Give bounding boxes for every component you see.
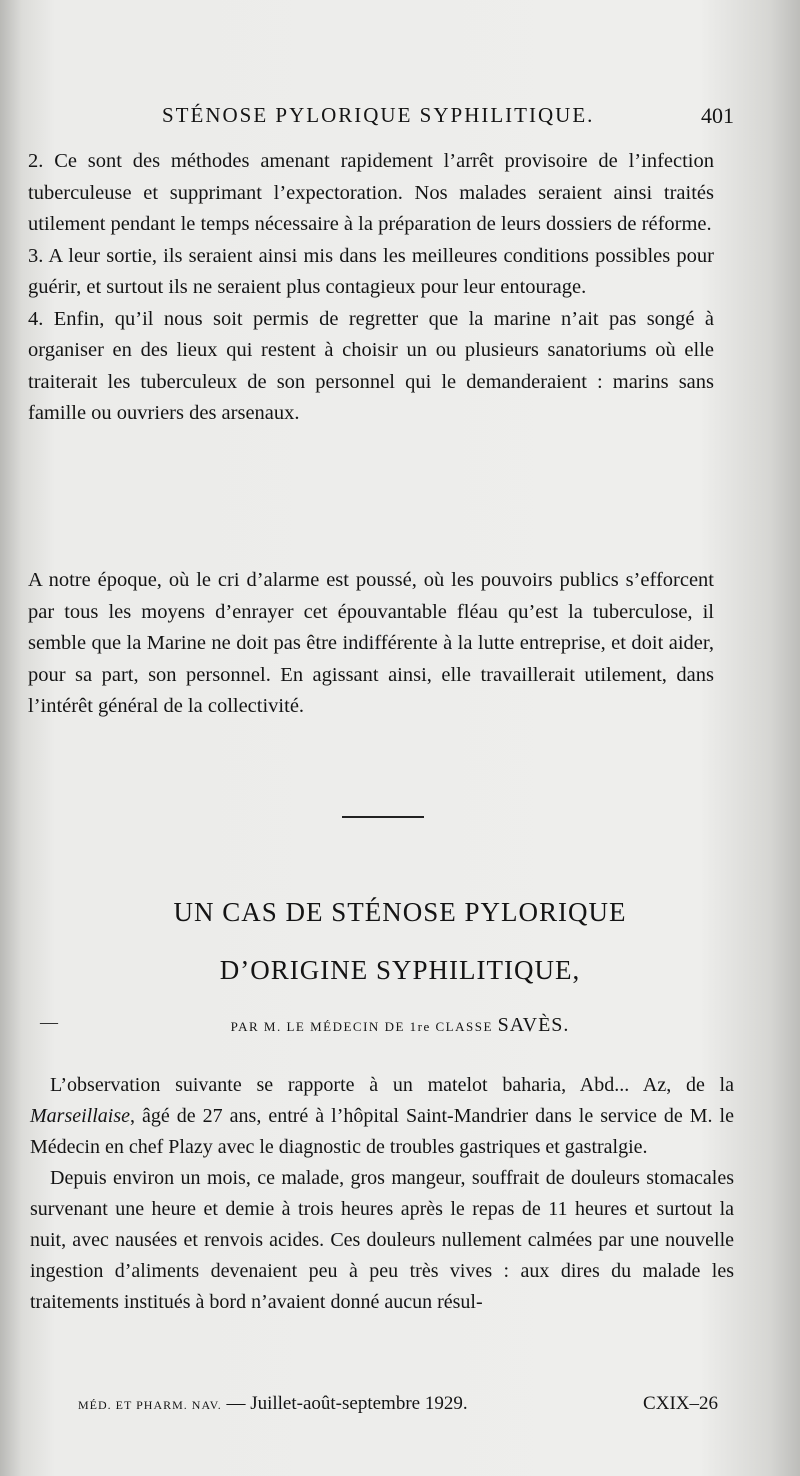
article-title-line-1: UN CAS DE STÉNOSE PYLORIQUE bbox=[173, 897, 627, 927]
text-run: L’observation suivante se rapporte à un matelot baharia, Abd... Az, de la bbox=[50, 1074, 734, 1096]
running-head bbox=[26, 103, 746, 135]
issue-date: — Juillet-août-septembre 1929. bbox=[226, 1393, 468, 1414]
author-name: SAVÈS. bbox=[497, 1014, 570, 1036]
page-number: 401 bbox=[701, 103, 734, 128]
article-title-line-2: D’ORIGINE SYPHILITIQUE, bbox=[219, 955, 581, 985]
list-item: 2. Ce sont des méthodes amenant rapidement l’arrêt provisoire de l’infection tuberculeuse et supprimant l’expectoration. Nos malades seraient ainsi traités utilement pendant le temps nécessaire à la préparation de leurs dossiers de réforme. bbox=[28, 150, 714, 235]
section-divider bbox=[342, 816, 424, 818]
text-run: , âgé de 27 ans, entré à l’hôpital Saint-Mandrier dans le service de M. le Médecin en chef Plazy avec le diagnostic de troubles gastriques et gastralgie. bbox=[30, 1105, 734, 1158]
closing-paragraph bbox=[28, 565, 714, 723]
page-footer bbox=[78, 1393, 718, 1415]
running-title: STÉNOSE PYLORIQUE SYPHILITIQUE. bbox=[162, 103, 595, 127]
continued-list bbox=[28, 146, 714, 430]
printer-signature: CXIX–26 bbox=[643, 1393, 718, 1414]
body-paragraph bbox=[30, 1070, 734, 1163]
journal-abbrev: MÉD. ET PHARM. NAV. bbox=[78, 1398, 222, 1412]
list-item: 3. A leur sortie, ils seraient ainsi mis dans les meilleures conditions possibles pour guérir, et surtout ils ne seraient plus contagieux pour leur entourage. bbox=[28, 244, 714, 298]
body-paragraph: Depuis environ un mois, ce malade, gros mangeur, souffrait de douleurs stomacales survenant une heure et demie à trois heures après le repas de 11 heures et surtout la nuit, avec nausées et renvois acides. Ces douleurs nullement calmées par une nouvelle ingestion d’aliments devenaient peu à peu très vives : aux dires du malade les traitements institués à bord n’avaient donné aucun résul- bbox=[30, 1167, 734, 1313]
body-paragraph: A notre époque, où le cri d’alarme est poussé, où les pouvoirs publics s’efforcent par tous les moyens d’enrayer cet épouvantable fléau qu’est la tuberculose, il semble que la Marine ne doit pas être indifférente à la lutte entreprise, et doit aider, pour sa part, son personnel. En agissant ainsi, elle travaillerait utilement, dans l’intérêt général de la collectivité. bbox=[28, 569, 714, 717]
ship-name: Marseillaise bbox=[30, 1105, 130, 1127]
author-byline bbox=[0, 1014, 800, 1037]
margin-dash: — bbox=[40, 1012, 58, 1032]
byline-prefix: PAR M. LE MÉDECIN DE 1re CLASSE bbox=[230, 1019, 493, 1034]
list-item: 4. Enfin, qu’il nous soit permis de regretter que la marine n’ait pas songé à organiser en des lieux qui restent à choisir un ou plusieurs sanatoriums où elle traiterait les tuberculeux de son personnel qui le demanderaient : marins sans famille ou ouvriers des arsenaux. bbox=[28, 307, 714, 424]
article-body bbox=[30, 1070, 734, 1318]
